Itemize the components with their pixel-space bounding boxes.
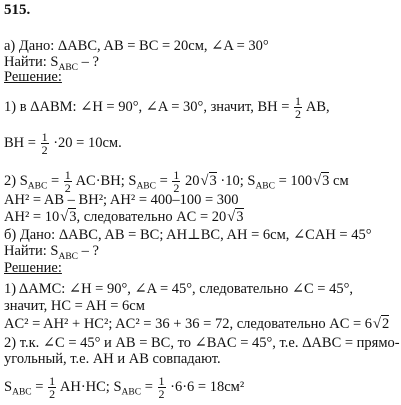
fraction-denominator: 2 (49, 387, 56, 401)
ah-radicand: 3 (69, 209, 77, 225)
part-a-find (4, 54, 99, 73)
find-post: – ? (78, 243, 99, 259)
fraction-numerator: 1 (41, 130, 48, 144)
part-a-step1 (4, 95, 330, 120)
part-b-find (4, 243, 99, 262)
ah-pre: AH² = 10 (4, 209, 60, 225)
s-eq2: = (155, 172, 172, 189)
final-eq: = (31, 378, 48, 395)
sqrt-icon: √ (227, 209, 236, 225)
final-mid: AH·HC; S (57, 378, 122, 395)
fraction-numerator: 1 (158, 374, 165, 388)
part-b-ac-line (4, 316, 389, 332)
find-label: Найти: S (4, 243, 59, 259)
s-radicand-1: 3 (209, 172, 217, 189)
part-b-solution-label: Решение: (4, 260, 62, 276)
ac-radicand: 3 (236, 209, 244, 225)
fraction-denominator: 2 (158, 387, 165, 401)
s-sub2: ABC (136, 181, 156, 192)
part-b-step1: 1) ΔAMC: ∠H = 90°, ∠A = 45°, следовательно ∠C = 45°, (4, 281, 353, 297)
s-fraction-2 (172, 169, 180, 194)
part-a-ah-line1: AH² = AB – BH²; AH² = 400–100 = 300 (4, 192, 239, 208)
ac-radicand: 2 (382, 316, 390, 332)
find-sub: ABC (58, 62, 79, 73)
part-a-ah-line2 (4, 209, 244, 225)
fraction-denominator: 2 (41, 143, 48, 157)
final-sub: ABC (12, 387, 32, 398)
final-fraction-2 (158, 375, 166, 400)
step1-fraction (294, 95, 302, 120)
part-b-final (4, 375, 244, 400)
part-a-solution-label: Решение: (4, 69, 62, 85)
s-end: см (329, 172, 349, 189)
problem-number: 515. (4, 2, 31, 18)
fraction-numerator: 1 (49, 374, 56, 388)
part-b-step2: 2) т.к. ∠C = 45° и AB = BC, то ∠BAC = 45°, т.е. ΔABC = прямо- (4, 335, 400, 351)
find-label: Найти: S (4, 54, 59, 70)
ac-pre: AC² = AH² + HC²; AC² = 36 + 36 = 72, следовательно AC = 6 (4, 316, 373, 332)
part-a-bh-line (4, 131, 122, 156)
final-eq2: = (141, 378, 157, 395)
sqrt-icon: √ (200, 172, 209, 189)
fraction-denominator: 2 (173, 181, 180, 195)
s-mid2: 20 (181, 172, 200, 189)
sqrt-icon: √ (60, 209, 69, 225)
bh-fraction (41, 131, 49, 156)
part-b-step1b: значит, HC = AH = 6см (4, 298, 145, 314)
s-eq1: = (47, 172, 63, 189)
bh-tail: ·20 = 10см. (49, 134, 122, 151)
s-sub3: ABC (255, 181, 275, 192)
find-sub: ABC (58, 251, 79, 262)
bh-lhs: BH = (4, 134, 40, 151)
step1-text: 1) в ΔABM: ∠H = 90°, ∠A = 30°, значит, BH = (4, 98, 294, 115)
fraction-denominator: 2 (64, 181, 71, 195)
find-post: – ? (78, 54, 99, 70)
fraction-numerator: 1 (173, 168, 180, 182)
fraction-denominator: 2 (295, 107, 302, 121)
final-end: ·6·6 = 18см² (166, 378, 245, 395)
s-radicand-2: 3 (322, 172, 330, 189)
s-sub: ABC (27, 181, 48, 192)
s-mid1: AC·BH; S (72, 172, 137, 189)
final-pre: S (4, 378, 13, 395)
final-fraction-1 (48, 375, 56, 400)
sqrt-icon: √ (373, 316, 382, 332)
ah-mid: , следовательно AC = 20 (76, 209, 227, 225)
part-b-step2b: угольный, т.е. AH и AB совпадают. (4, 351, 221, 367)
s-mid3: ·10; S (216, 172, 256, 189)
part-b-given: б) Дано: ΔABC, AB = BC; AH⊥BC, AH = 6см, ∠CAH = 45° (4, 227, 372, 243)
fraction-numerator: 1 (295, 94, 302, 108)
step1-tail: AB, (303, 98, 330, 115)
part-a-given: а) Дано: ΔABC, AB = BC = 20см, ∠A = 30° (4, 38, 269, 54)
s-pre: 2) S (4, 172, 28, 189)
final-sub2: ABC (121, 387, 142, 398)
part-a-area-line (4, 169, 349, 194)
s-eq3: = 100 (274, 172, 313, 189)
fraction-numerator: 1 (64, 168, 71, 182)
s-fraction-1 (64, 169, 72, 194)
sqrt-icon: √ (313, 172, 322, 189)
